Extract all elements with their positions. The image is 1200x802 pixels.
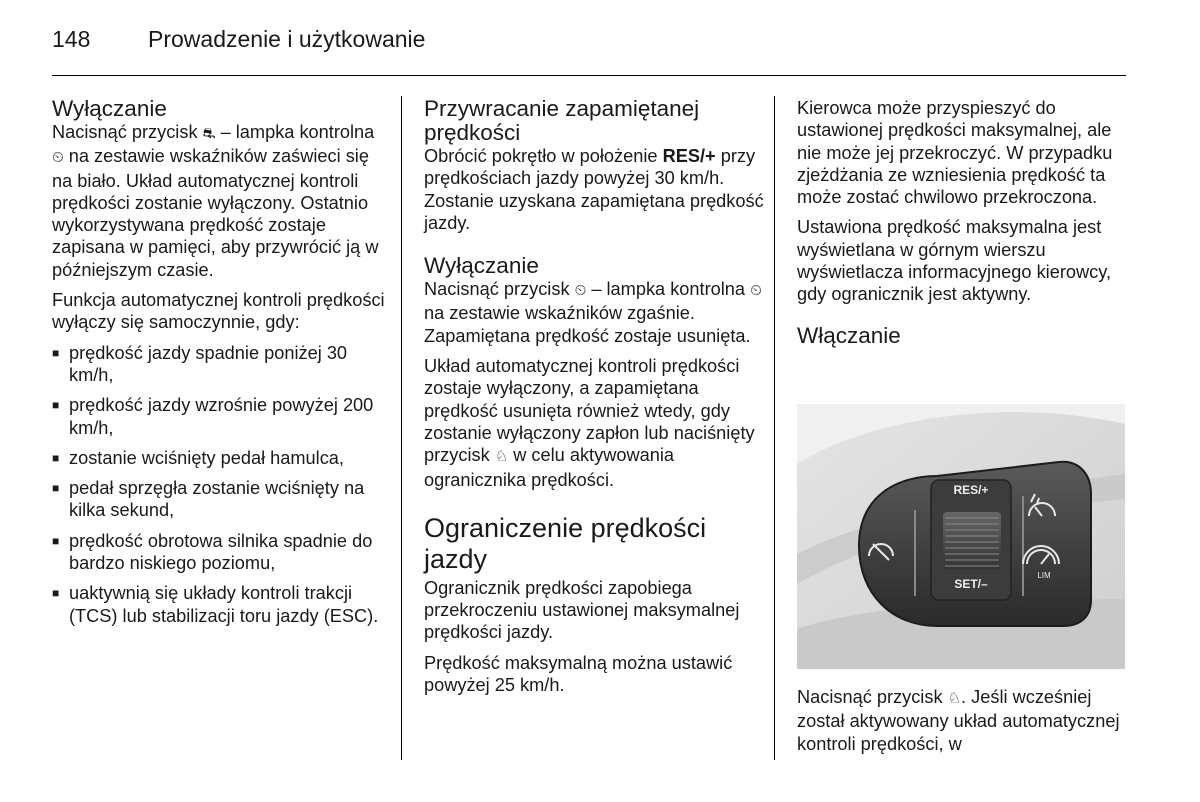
column-3-bottom bbox=[797, 686, 1137, 763]
heading-przywracanie: Przywracanie zapamiętanej prędkości bbox=[424, 96, 700, 145]
paragraph: Funkcja automatycznej kontroli prędkości wyłączy się samoczynnie, gdy: bbox=[52, 290, 385, 333]
column-divider-1 bbox=[401, 96, 402, 760]
paragraph: Nacisnąć przycisk ⛐ – lampka kontrolna ⏲ na zestawie wskaźników zaświeci się na biało. Układ automatycznej kontroli prędkości zostanie wyłączony. Ostatnio wykorzystywana prędkość zostaje zapisana w pamięci, aby przywrócić ją w późniejszym czasie. bbox=[52, 122, 379, 280]
cruise-indicator-icon: ⏲ bbox=[52, 149, 64, 167]
heading-wylaczanie-1: Wyłączanie bbox=[52, 96, 167, 121]
heading-wylaczanie-2: Wyłączanie bbox=[424, 253, 539, 279]
res-label: RES/+ bbox=[953, 483, 989, 497]
list-item: ■ uaktywnią się układy kontroli trakcji (TCS) lub stabilizacji toru jazdy (ESC). bbox=[52, 583, 379, 626]
page-header bbox=[52, 26, 425, 53]
heading-wlaczanie: Włączanie bbox=[797, 322, 901, 348]
paragraph: Nacisnąć przycisk ♘. Jeśli wcześniej został aktywowany układ automatycznej kontroli prędkości, w bbox=[797, 687, 1120, 754]
cruise-indicator-icon: ⏲ bbox=[574, 282, 587, 300]
paragraph: Prędkość maksymalną można ustawić powyżej 25 km/h. bbox=[424, 652, 733, 696]
list-item: ■ zostanie wciśnięty pedał hamulca, bbox=[52, 447, 344, 468]
bullet-icon: ■ bbox=[52, 398, 60, 413]
cruise-indicator-icon: ⏲ bbox=[750, 282, 762, 300]
column-2 bbox=[424, 97, 764, 704]
bullet-icon: ■ bbox=[52, 345, 60, 360]
bullet-icon: ■ bbox=[52, 533, 60, 548]
paragraph: Obrócić pokrętło w położenie RES/+ przy prędkościach jazdy powyżej 30 km/h. Zostanie uzyskana zapamiętana prędkość jazdy. bbox=[424, 146, 764, 233]
paragraph: Nacisnąć przycisk ⏲ – lampka kontrolna ⏲ na zestawie wskaźników zgaśnie. Zapamiętana prędkość zostaje usunięta. bbox=[424, 279, 762, 346]
column-divider-2 bbox=[774, 96, 775, 760]
lim-label: LIM bbox=[1037, 571, 1051, 580]
list-item: ■ prędkość jazdy spadnie poniżej 30 km/h, bbox=[52, 342, 348, 385]
bullet-icon: ■ bbox=[52, 481, 60, 496]
bullet-icon: ■ bbox=[52, 586, 60, 601]
section-title: Prowadzenie i użytkowanie bbox=[148, 26, 426, 52]
bullet-list bbox=[52, 342, 387, 627]
header-rule bbox=[52, 75, 1126, 76]
column-3 bbox=[797, 97, 1137, 348]
bullet-icon: ■ bbox=[52, 450, 60, 465]
paragraph: Kierowca może przyspieszyć do ustawionej prędkości maksymalnej, ale nie może jej przekroczyć. W przypadku zjeżdżania ze wzniesienia prędkość ta może zostać chwilowo przekroczona. bbox=[797, 98, 1113, 208]
column-1 bbox=[52, 97, 387, 635]
list-item: ■ pedał sprzęgła zostanie wciśnięty na kilka sekund, bbox=[52, 478, 365, 521]
set-label: SET/– bbox=[954, 577, 988, 591]
list-item: ■ prędkość obrotowa silnika spadnie do bardzo niskiego poziomu, bbox=[52, 530, 373, 574]
paragraph: Układ automatycznej kontroli prędkości zostaje wyłączony, a zapamiętana prędkość usunięta również wtedy, gdy zostanie wyłączony zapłon lub naciśnięty przycisk ♘ w celu aktywowania ogranicznika prędkości. bbox=[424, 356, 755, 490]
list-item: ■ prędkość jazdy wzrośnie powyżej 200 km/h, bbox=[52, 395, 374, 438]
speed-limiter-icon: ♘ bbox=[494, 448, 509, 466]
paragraph: Ogranicznik prędkości zapobiega przekroczeniu ustawionej maksymalnej prędkości jazdy. bbox=[424, 577, 740, 643]
steering-wheel-controls-photo bbox=[797, 404, 1125, 669]
cruise-off-icon: ⛐ bbox=[202, 125, 216, 142]
speed-limiter-icon: ♘ bbox=[947, 690, 962, 707]
heading-ograniczenie: Ograniczenie prędkości jazdy bbox=[424, 512, 707, 574]
paragraph: Ustawiona prędkość maksymalna jest wyświetlana w górnym wierszu wyświetlacza informacyjnego kierowcy, gdy ogranicznik jest aktywny. bbox=[797, 217, 1112, 305]
page-number: 148 bbox=[52, 26, 91, 52]
